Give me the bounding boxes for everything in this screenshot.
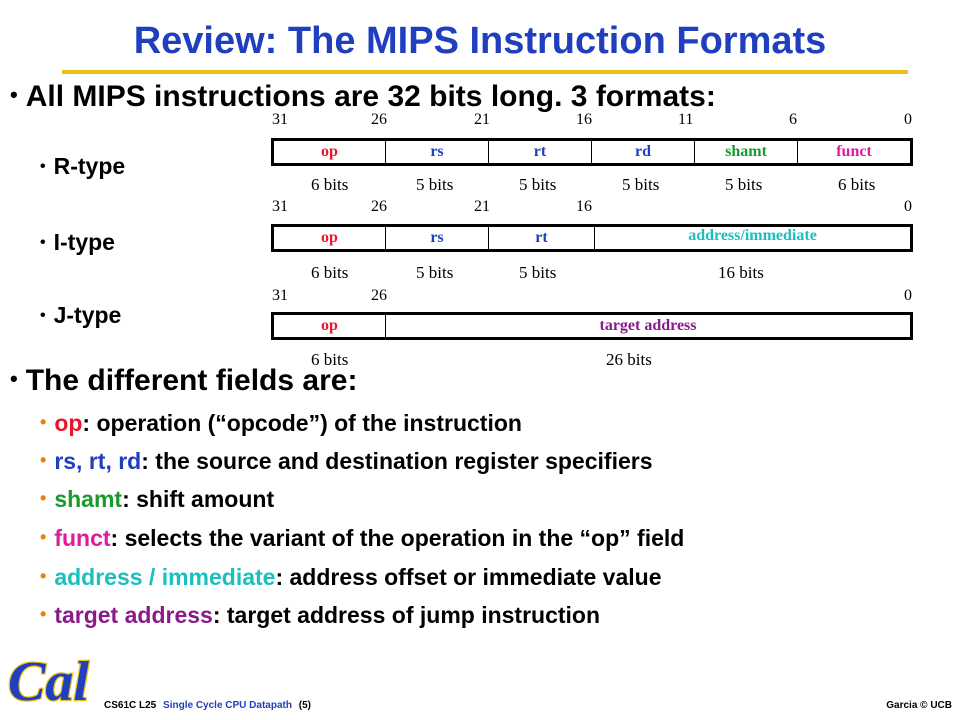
r-bit-21: 21 (474, 111, 490, 128)
format-label-i: • I-type (40, 229, 115, 255)
desc-address: : address offset or immediate value (275, 564, 662, 590)
bullet-instruction-length (10, 80, 716, 114)
r-bit-11: 11 (678, 111, 694, 128)
r-bit-31: 31 (272, 111, 288, 128)
footer-course: CS61C L25 (104, 700, 157, 711)
r-type-format-box (271, 138, 913, 166)
r-bit-16: 16 (576, 111, 592, 128)
r-width-op: 6 bits (311, 175, 349, 194)
term-shamt: shamt (54, 486, 123, 512)
r-bit-6: 6 (789, 111, 797, 128)
footer-slide-number: (5) (298, 700, 311, 711)
i-bit-21: 21 (474, 198, 490, 215)
cal-logo-icon (4, 646, 96, 712)
r-field-rt: rt (489, 141, 592, 163)
footer-left (104, 700, 311, 711)
field-desc-op: • op: operation (“opcode”) of the instruction (40, 410, 522, 436)
i-bit-16: 16 (576, 198, 592, 215)
desc-op: : operation (“opcode”) of the instruction (82, 410, 522, 436)
i-width-op: 6 bits (311, 263, 349, 282)
field-desc-registers: • rs, rt, rd: the source and destination register specifiers (40, 448, 653, 474)
i-bit-0: 0 (904, 198, 912, 215)
i-field-rt: rt (489, 227, 595, 249)
j-width-op: 6 bits (311, 350, 349, 369)
j-bit-0: 0 (904, 287, 912, 304)
bullet-dot: • (10, 82, 18, 107)
bullet-text: The different fields are: (25, 364, 358, 397)
desc-shamt: : shift amount (122, 486, 275, 512)
r-width-funct: 6 bits (838, 175, 876, 194)
j-width-target: 26 bits (606, 350, 652, 369)
r-bit-26: 26 (371, 111, 387, 128)
r-width-rs: 5 bits (416, 175, 454, 194)
field-desc-target: • target address: target address of jump instruction (40, 602, 601, 628)
r-field-shamt: shamt (695, 141, 798, 163)
term-funct: funct (54, 525, 111, 551)
term-target: target address (54, 602, 213, 628)
j-bit-31: 31 (272, 287, 288, 304)
cal-logo (4, 646, 96, 712)
i-width-rt: 5 bits (519, 263, 557, 282)
term-op: op (54, 410, 83, 436)
r-width-rt: 5 bits (519, 175, 557, 194)
r-field-rs: rs (386, 141, 489, 163)
desc-target: : target address of jump instruction (212, 602, 601, 628)
title-underline (62, 70, 908, 74)
i-width-address: 16 bits (718, 263, 764, 282)
r-width-shamt: 5 bits (725, 175, 763, 194)
j-field-op: op (274, 315, 386, 337)
r-bit-0: 0 (904, 111, 912, 128)
i-field-op: op (274, 227, 386, 249)
j-field-target-address: target address (599, 317, 697, 334)
footer-topic: Single Cycle CPU Datapath (163, 700, 292, 711)
r-field-funct: funct (836, 143, 872, 160)
format-label-j: • J-type (40, 302, 122, 328)
r-field-op: op (274, 141, 386, 163)
desc-funct: : selects the variant of the operation in the “op” field (110, 525, 685, 551)
cal-logo-text: Cal (8, 651, 89, 712)
j-bit-26: 26 (371, 287, 387, 304)
term-address: address / immediate (54, 564, 276, 590)
slide-title: Review: The MIPS Instruction Formats (133, 20, 827, 62)
field-desc-funct: • funct: selects the variant of the operation in the “op” field (40, 525, 685, 551)
i-type-format-box (271, 224, 913, 252)
i-field-address-immediate: address/immediate (688, 227, 817, 244)
i-bit-31: 31 (272, 198, 288, 215)
i-width-rs: 5 bits (416, 263, 454, 282)
i-bit-26: 26 (371, 198, 387, 215)
r-width-rd: 5 bits (622, 175, 660, 194)
term-registers: rs, rt, rd (54, 448, 142, 474)
j-type-format-box (271, 312, 913, 340)
r-field-rd: rd (592, 141, 695, 163)
format-label-r: • R-type (40, 153, 126, 179)
field-desc-shamt: • shamt: shift amount (40, 486, 275, 512)
bullet-text: All MIPS instructions are 32 bits long. 3 formats: (25, 80, 716, 113)
desc-registers: : the source and destination register specifiers (141, 448, 653, 474)
i-field-rs: rs (386, 227, 489, 249)
bullet-fields-heading: • The different fields are: (10, 364, 358, 397)
footer-credit: Garcia © UCB (886, 700, 952, 711)
field-desc-address: • address / immediate: address offset or immediate value (40, 564, 662, 590)
